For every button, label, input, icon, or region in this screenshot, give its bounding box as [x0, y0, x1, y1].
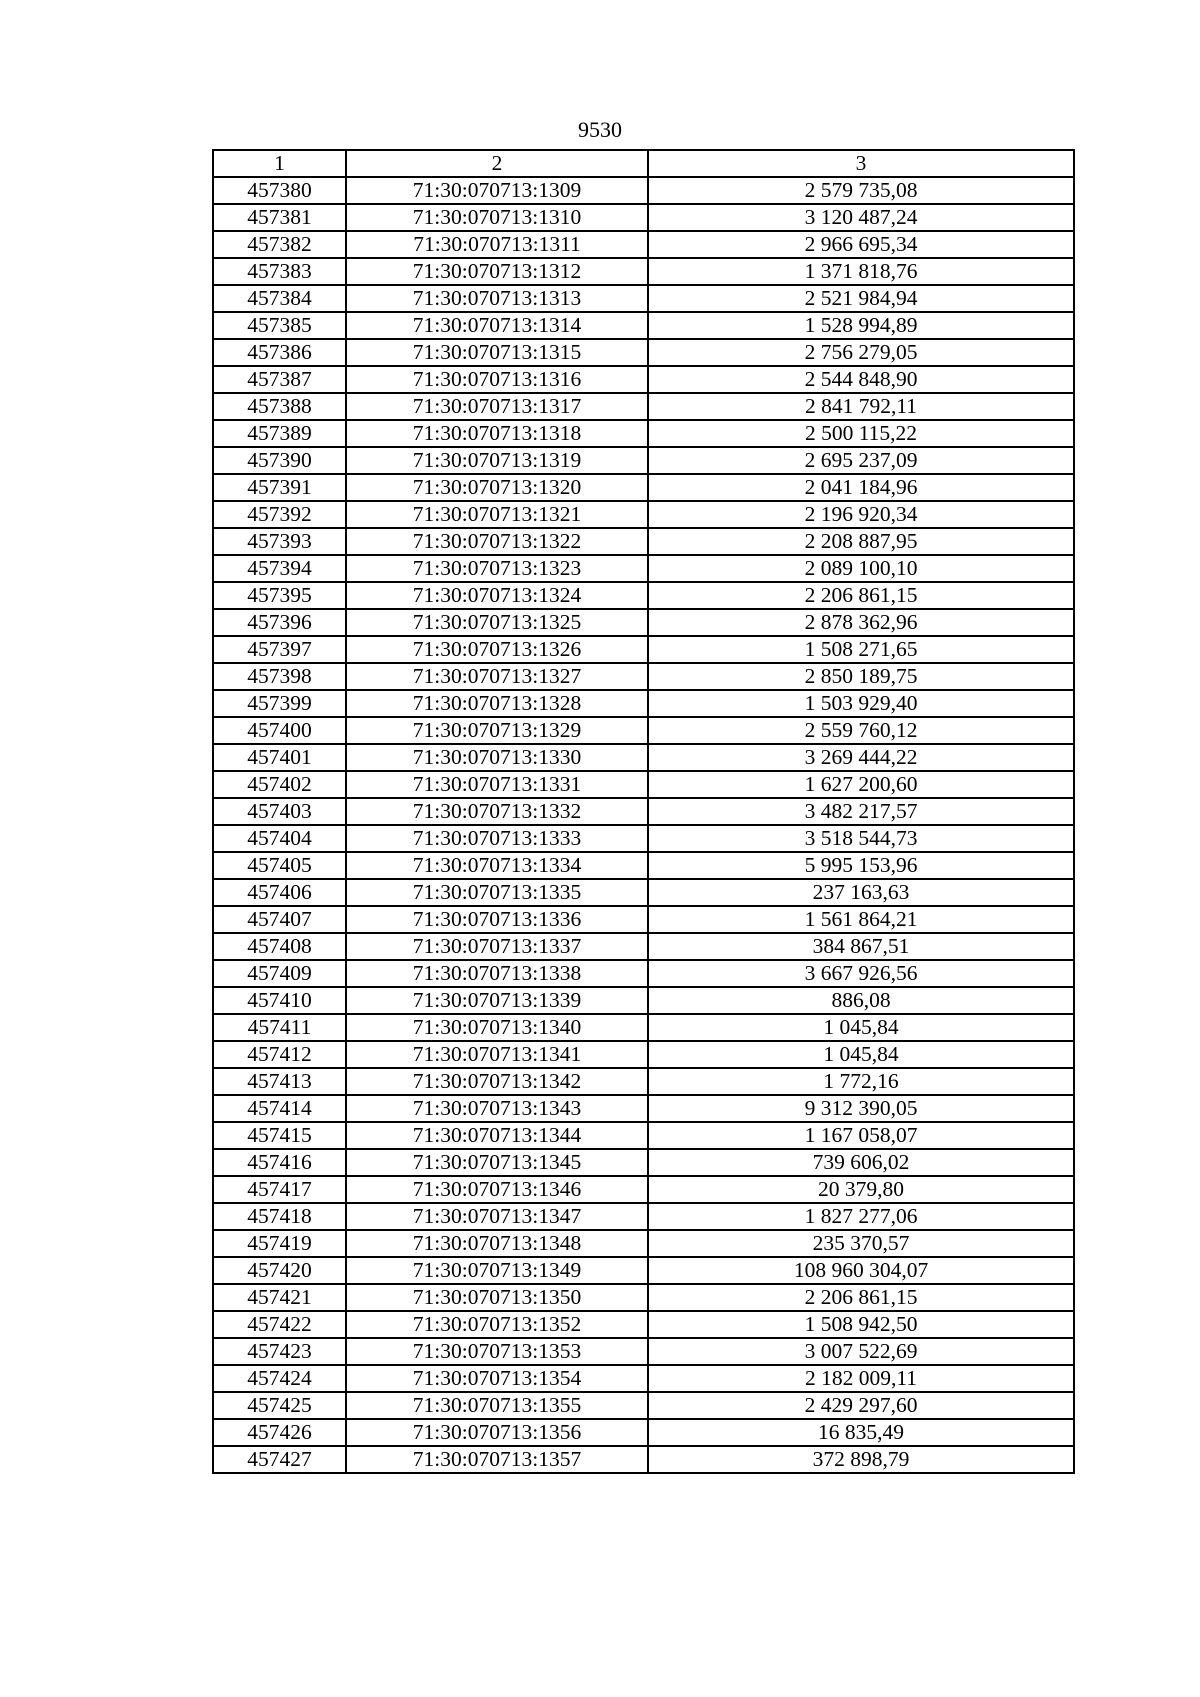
table-row	[213, 204, 1074, 231]
cadastral-value-cell: 739 606,02	[648, 1149, 1074, 1176]
table-row	[213, 825, 1074, 852]
cadastral-number-cell: 71:30:070713:1352	[346, 1311, 648, 1338]
table-row	[213, 1446, 1074, 1473]
cadastral-value-cell: 2 695 237,09	[648, 447, 1074, 474]
table-row	[213, 609, 1074, 636]
row-number-cell: 457385	[213, 312, 346, 339]
table-row	[213, 285, 1074, 312]
cadastral-number-cell: 71:30:070713:1320	[346, 474, 648, 501]
cadastral-value-cell: 1 503 929,40	[648, 690, 1074, 717]
table-row	[213, 1014, 1074, 1041]
table-row	[213, 1095, 1074, 1122]
cadastral-number-cell: 71:30:070713:1312	[346, 258, 648, 285]
row-number-cell: 457386	[213, 339, 346, 366]
row-number-cell: 457408	[213, 933, 346, 960]
cadastral-number-cell: 71:30:070713:1344	[346, 1122, 648, 1149]
row-number-cell: 457420	[213, 1257, 346, 1284]
row-number-cell: 457424	[213, 1365, 346, 1392]
row-number-cell: 457387	[213, 366, 346, 393]
row-number-cell: 457413	[213, 1068, 346, 1095]
cadastral-number-cell: 71:30:070713:1345	[346, 1149, 648, 1176]
cadastral-value-cell: 2 756 279,05	[648, 339, 1074, 366]
row-number-cell: 457410	[213, 987, 346, 1014]
cadastral-number-cell: 71:30:070713:1322	[346, 528, 648, 555]
page-number: 9530	[578, 117, 622, 142]
cadastral-value-cell: 2 182 009,11	[648, 1365, 1074, 1392]
cadastral-number-cell: 71:30:070713:1332	[346, 798, 648, 825]
cadastral-number-cell: 71:30:070713:1350	[346, 1284, 648, 1311]
cadastral-value-cell: 2 196 920,34	[648, 501, 1074, 528]
cadastral-number-cell: 71:30:070713:1316	[346, 366, 648, 393]
cadastral-number-cell: 71:30:070713:1330	[346, 744, 648, 771]
row-number-cell: 457392	[213, 501, 346, 528]
cadastral-number-cell: 71:30:070713:1341	[346, 1041, 648, 1068]
cadastral-number-cell: 71:30:070713:1346	[346, 1176, 648, 1203]
cadastral-number-cell: 71:30:070713:1348	[346, 1230, 648, 1257]
table-row	[213, 690, 1074, 717]
table-row	[213, 420, 1074, 447]
cadastral-value-cell: 2 841 792,11	[648, 393, 1074, 420]
cadastral-number-cell: 71:30:070713:1333	[346, 825, 648, 852]
cadastral-number-cell: 71:30:070713:1318	[346, 420, 648, 447]
row-number-cell: 457398	[213, 663, 346, 690]
row-number-cell: 457389	[213, 420, 346, 447]
row-number-cell: 457425	[213, 1392, 346, 1419]
row-number-cell: 457427	[213, 1446, 346, 1473]
row-number-cell: 457381	[213, 204, 346, 231]
row-number-cell: 457380	[213, 177, 346, 204]
cadastral-number-cell: 71:30:070713:1311	[346, 231, 648, 258]
cadastral-value-cell: 1 508 271,65	[648, 636, 1074, 663]
cadastral-number-cell: 71:30:070713:1340	[346, 1014, 648, 1041]
row-number-cell: 457414	[213, 1095, 346, 1122]
table-row	[213, 906, 1074, 933]
column-header-3: 3	[648, 150, 1074, 177]
row-number-cell: 457383	[213, 258, 346, 285]
table-row	[213, 636, 1074, 663]
cadastral-value-cell: 108 960 304,07	[648, 1257, 1074, 1284]
table-row	[213, 366, 1074, 393]
table-row	[213, 1176, 1074, 1203]
cadastral-number-cell: 71:30:070713:1342	[346, 1068, 648, 1095]
cadastral-number-cell: 71:30:070713:1349	[346, 1257, 648, 1284]
cadastral-number-cell: 71:30:070713:1354	[346, 1365, 648, 1392]
cadastral-value-cell: 3 482 217,57	[648, 798, 1074, 825]
cadastral-value-cell: 1 371 818,76	[648, 258, 1074, 285]
cadastral-value-cell: 9 312 390,05	[648, 1095, 1074, 1122]
table-row	[213, 960, 1074, 987]
table-row	[213, 798, 1074, 825]
cadastral-value-cell: 3 007 522,69	[648, 1338, 1074, 1365]
table-row	[213, 1392, 1074, 1419]
table-header-row	[213, 150, 1074, 177]
table-row	[213, 312, 1074, 339]
cadastral-value-cell: 2 208 887,95	[648, 528, 1074, 555]
cadastral-number-cell: 71:30:070713:1339	[346, 987, 648, 1014]
cadastral-value-cell: 1 772,16	[648, 1068, 1074, 1095]
row-number-cell: 457384	[213, 285, 346, 312]
table-row	[213, 771, 1074, 798]
cadastral-number-cell: 71:30:070713:1309	[346, 177, 648, 204]
cadastral-value-cell: 2 206 861,15	[648, 1284, 1074, 1311]
cadastral-value-cell: 1 528 994,89	[648, 312, 1074, 339]
cadastral-number-cell: 71:30:070713:1321	[346, 501, 648, 528]
cadastral-value-cell: 2 850 189,75	[648, 663, 1074, 690]
cadastral-value-cell: 886,08	[648, 987, 1074, 1014]
cadastral-value-cell: 384 867,51	[648, 933, 1074, 960]
cadastral-value-cell: 3 667 926,56	[648, 960, 1074, 987]
table-row	[213, 1068, 1074, 1095]
cadastral-number-cell: 71:30:070713:1319	[346, 447, 648, 474]
row-number-cell: 457407	[213, 906, 346, 933]
cadastral-value-cell: 16 835,49	[648, 1419, 1074, 1446]
cadastral-value-cell: 237 163,63	[648, 879, 1074, 906]
cadastral-value-cell: 2 206 861,15	[648, 582, 1074, 609]
cadastral-value-cell: 1 561 864,21	[648, 906, 1074, 933]
cadastral-number-cell: 71:30:070713:1329	[346, 717, 648, 744]
cadastral-value-cell: 372 898,79	[648, 1446, 1074, 1473]
row-number-cell: 457406	[213, 879, 346, 906]
cadastral-value-cell: 2 089 100,10	[648, 555, 1074, 582]
cadastral-number-cell: 71:30:070713:1331	[346, 771, 648, 798]
cadastral-value-cell: 2 521 984,94	[648, 285, 1074, 312]
cadastral-value-cell: 3 518 544,73	[648, 825, 1074, 852]
row-number-cell: 457418	[213, 1203, 346, 1230]
row-number-cell: 457397	[213, 636, 346, 663]
row-number-cell: 457415	[213, 1122, 346, 1149]
cadastral-value-cell: 3 269 444,22	[648, 744, 1074, 771]
cadastral-value-table	[212, 149, 1075, 1474]
row-number-cell: 457421	[213, 1284, 346, 1311]
cadastral-number-cell: 71:30:070713:1324	[346, 582, 648, 609]
row-number-cell: 457416	[213, 1149, 346, 1176]
row-number-cell: 457422	[213, 1311, 346, 1338]
cadastral-number-cell: 71:30:070713:1347	[346, 1203, 648, 1230]
cadastral-value-cell: 2 500 115,22	[648, 420, 1074, 447]
table-row	[213, 744, 1074, 771]
table-row	[213, 987, 1074, 1014]
row-number-cell: 457396	[213, 609, 346, 636]
table-row	[213, 447, 1074, 474]
cadastral-number-cell: 71:30:070713:1325	[346, 609, 648, 636]
cadastral-value-cell: 20 379,80	[648, 1176, 1074, 1203]
cadastral-value-cell: 2 966 695,34	[648, 231, 1074, 258]
cadastral-number-cell: 71:30:070713:1343	[346, 1095, 648, 1122]
row-number-cell: 457426	[213, 1419, 346, 1446]
cadastral-number-cell: 71:30:070713:1314	[346, 312, 648, 339]
cadastral-value-cell: 2 041 184,96	[648, 474, 1074, 501]
row-number-cell: 457382	[213, 231, 346, 258]
row-number-cell: 457409	[213, 960, 346, 987]
cadastral-value-cell: 1 827 277,06	[648, 1203, 1074, 1230]
row-number-cell: 457402	[213, 771, 346, 798]
cadastral-value-cell: 2 559 760,12	[648, 717, 1074, 744]
cadastral-value-cell: 2 429 297,60	[648, 1392, 1074, 1419]
table-row	[213, 1230, 1074, 1257]
row-number-cell: 457411	[213, 1014, 346, 1041]
row-number-cell: 457401	[213, 744, 346, 771]
table-row	[213, 1365, 1074, 1392]
table-row	[213, 501, 1074, 528]
table-row	[213, 933, 1074, 960]
row-number-cell: 457393	[213, 528, 346, 555]
table-row	[213, 852, 1074, 879]
table-row	[213, 1257, 1074, 1284]
cadastral-number-cell: 71:30:070713:1315	[346, 339, 648, 366]
table-row	[213, 258, 1074, 285]
table-header	[213, 150, 1074, 177]
cadastral-number-cell: 71:30:070713:1310	[346, 204, 648, 231]
table-row	[213, 555, 1074, 582]
table-row	[213, 1149, 1074, 1176]
row-number-cell: 457404	[213, 825, 346, 852]
column-header-1: 1	[213, 150, 346, 177]
cadastral-number-cell: 71:30:070713:1337	[346, 933, 648, 960]
cadastral-number-cell: 71:30:070713:1355	[346, 1392, 648, 1419]
cadastral-value-cell: 3 120 487,24	[648, 204, 1074, 231]
table-row	[213, 1419, 1074, 1446]
table-row	[213, 1041, 1074, 1068]
cadastral-number-cell: 71:30:070713:1317	[346, 393, 648, 420]
table-row	[213, 393, 1074, 420]
table-body	[213, 177, 1074, 1473]
row-number-cell: 457391	[213, 474, 346, 501]
table-row	[213, 1203, 1074, 1230]
cadastral-value-cell: 2 878 362,96	[648, 609, 1074, 636]
cadastral-number-cell: 71:30:070713:1334	[346, 852, 648, 879]
cadastral-number-cell: 71:30:070713:1353	[346, 1338, 648, 1365]
cadastral-value-cell: 1 167 058,07	[648, 1122, 1074, 1149]
table-row	[213, 528, 1074, 555]
cadastral-number-cell: 71:30:070713:1338	[346, 960, 648, 987]
cadastral-value-cell: 1 508 942,50	[648, 1311, 1074, 1338]
cadastral-number-cell: 71:30:070713:1313	[346, 285, 648, 312]
row-number-cell: 457423	[213, 1338, 346, 1365]
cadastral-value-cell: 2 579 735,08	[648, 177, 1074, 204]
row-number-cell: 457405	[213, 852, 346, 879]
cadastral-number-cell: 71:30:070713:1328	[346, 690, 648, 717]
cadastral-value-cell: 5 995 153,96	[648, 852, 1074, 879]
cadastral-number-cell: 71:30:070713:1357	[346, 1446, 648, 1473]
cadastral-number-cell: 71:30:070713:1327	[346, 663, 648, 690]
row-number-cell: 457400	[213, 717, 346, 744]
row-number-cell: 457412	[213, 1041, 346, 1068]
row-number-cell: 457417	[213, 1176, 346, 1203]
table-row	[213, 1122, 1074, 1149]
cadastral-value-cell: 235 370,57	[648, 1230, 1074, 1257]
row-number-cell: 457399	[213, 690, 346, 717]
table-row	[213, 717, 1074, 744]
table-row	[213, 177, 1074, 204]
cadastral-value-cell: 1 045,84	[648, 1014, 1074, 1041]
row-number-cell: 457419	[213, 1230, 346, 1257]
row-number-cell: 457388	[213, 393, 346, 420]
row-number-cell: 457395	[213, 582, 346, 609]
cadastral-number-cell: 71:30:070713:1323	[346, 555, 648, 582]
cadastral-number-cell: 71:30:070713:1356	[346, 1419, 648, 1446]
table-row	[213, 1284, 1074, 1311]
table-row	[213, 1311, 1074, 1338]
table-row	[213, 231, 1074, 258]
cadastral-number-cell: 71:30:070713:1326	[346, 636, 648, 663]
table-row	[213, 582, 1074, 609]
table-row	[213, 1338, 1074, 1365]
table-row	[213, 879, 1074, 906]
table-row	[213, 339, 1074, 366]
cadastral-number-cell: 71:30:070713:1336	[346, 906, 648, 933]
cadastral-value-cell: 2 544 848,90	[648, 366, 1074, 393]
row-number-cell: 457390	[213, 447, 346, 474]
row-number-cell: 457394	[213, 555, 346, 582]
column-header-2: 2	[346, 150, 648, 177]
table-row	[213, 474, 1074, 501]
cadastral-value-cell: 1 627 200,60	[648, 771, 1074, 798]
table-row	[213, 663, 1074, 690]
row-number-cell: 457403	[213, 798, 346, 825]
cadastral-number-cell: 71:30:070713:1335	[346, 879, 648, 906]
cadastral-value-cell: 1 045,84	[648, 1041, 1074, 1068]
